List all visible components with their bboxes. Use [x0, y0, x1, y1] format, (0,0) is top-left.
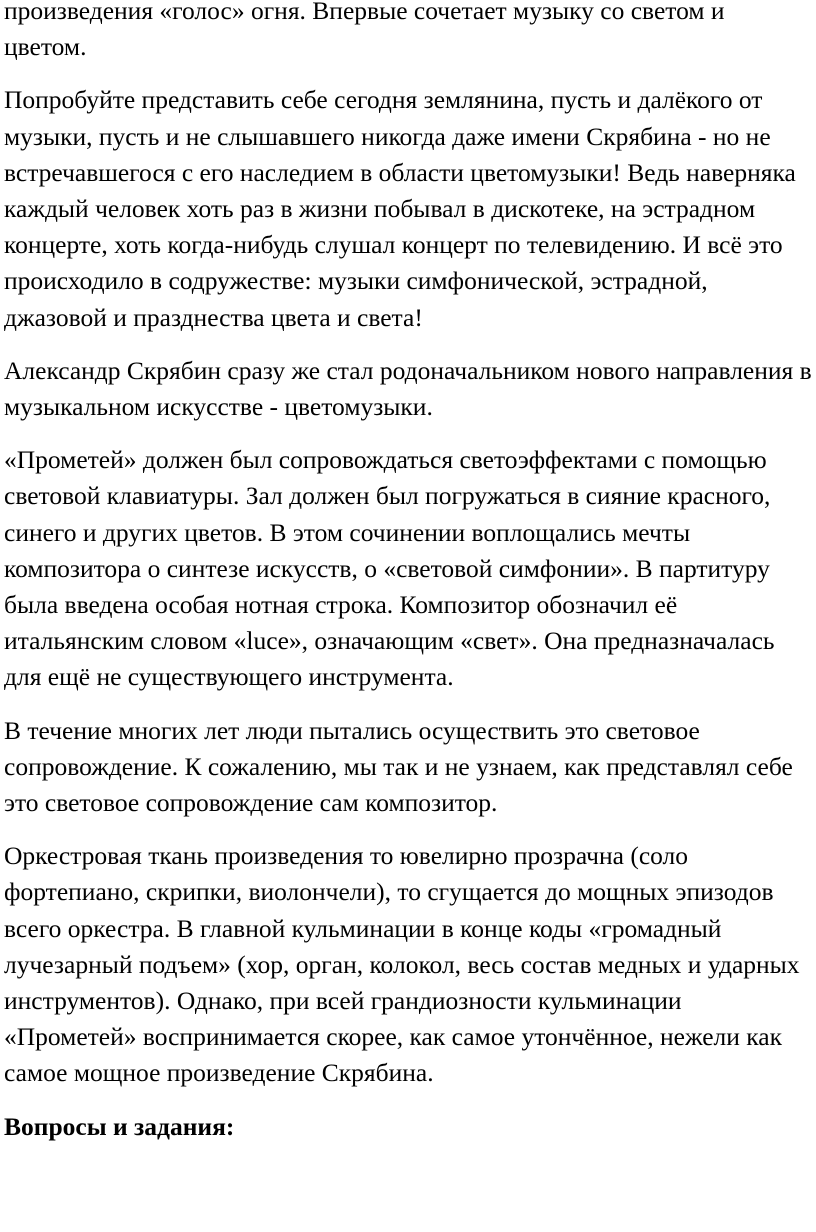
paragraph-orchestral-fabric: Оркестровая ткань произведения то ювелирно прозрачна (соло фортепиано, скрипки, виолончели), то сгущается до мощных эпизодов всего оркестра. В главной кульминации в конце коды «громадный лучезарный подъем» (хор, орган, колокол, весь состав медных и ударных инструментов). Однако, при всей грандиозности кульминации «Прометей» воспринимается скорее, как самое утончённое, нежели как самое мощное произведение Скрябина.	[4, 841, 800, 1088]
paragraph-earthling: Попробуйте представить себе сегодня землянина, пусть и далёкого от музыки, пусть и не слышавшего никогда даже имени Скрябина - но не встречавшегося с его наследием в области цветомузыки! Ведь наверняка каждый человек хоть раз в жизни побывал в дискотеке, на эстрадном концерте, хоть когда-нибудь слушал концерт по телевидению. И всё это происходило в содружестве: музыки симфонической, эстрадной, джазовой и празднества цвета и света!	[4, 85, 796, 332]
paragraph-light-accompaniment: В течение многих лет люди пытались осуществить это световое сопровождение. К сожалению, мы так и не узнаем, как представлял себе это световое сопровождение сам композитор.	[4, 715, 793, 818]
paragraph-prometheus: «Прометей» должен был сопровождаться светоэффектами с помощью световой клавиатуры. Зал должен был погружаться в сияние красного, синего и других цветов. В этом сочинении воплощались мечты композитора о синтезе искусств, о «световой симфонии». В партитуру была введена особая нотная строка. Композитор обозначил её итальянским словом «luce», означающим «свет». Она предназначалась для ещё не существующего инструмента.	[4, 445, 775, 692]
section-heading-questions: Вопросы и задания:	[4, 1111, 235, 1141]
paragraph-founder: Александр Скрябин сразу же стал родоначальником нового направления в музыкальном искусстве - цветомузыки.	[4, 355, 812, 422]
paragraph-intro-fragment: произведения «голос» огня. Впервые сочетает музыку со светом и цветом.	[4, 0, 725, 62]
